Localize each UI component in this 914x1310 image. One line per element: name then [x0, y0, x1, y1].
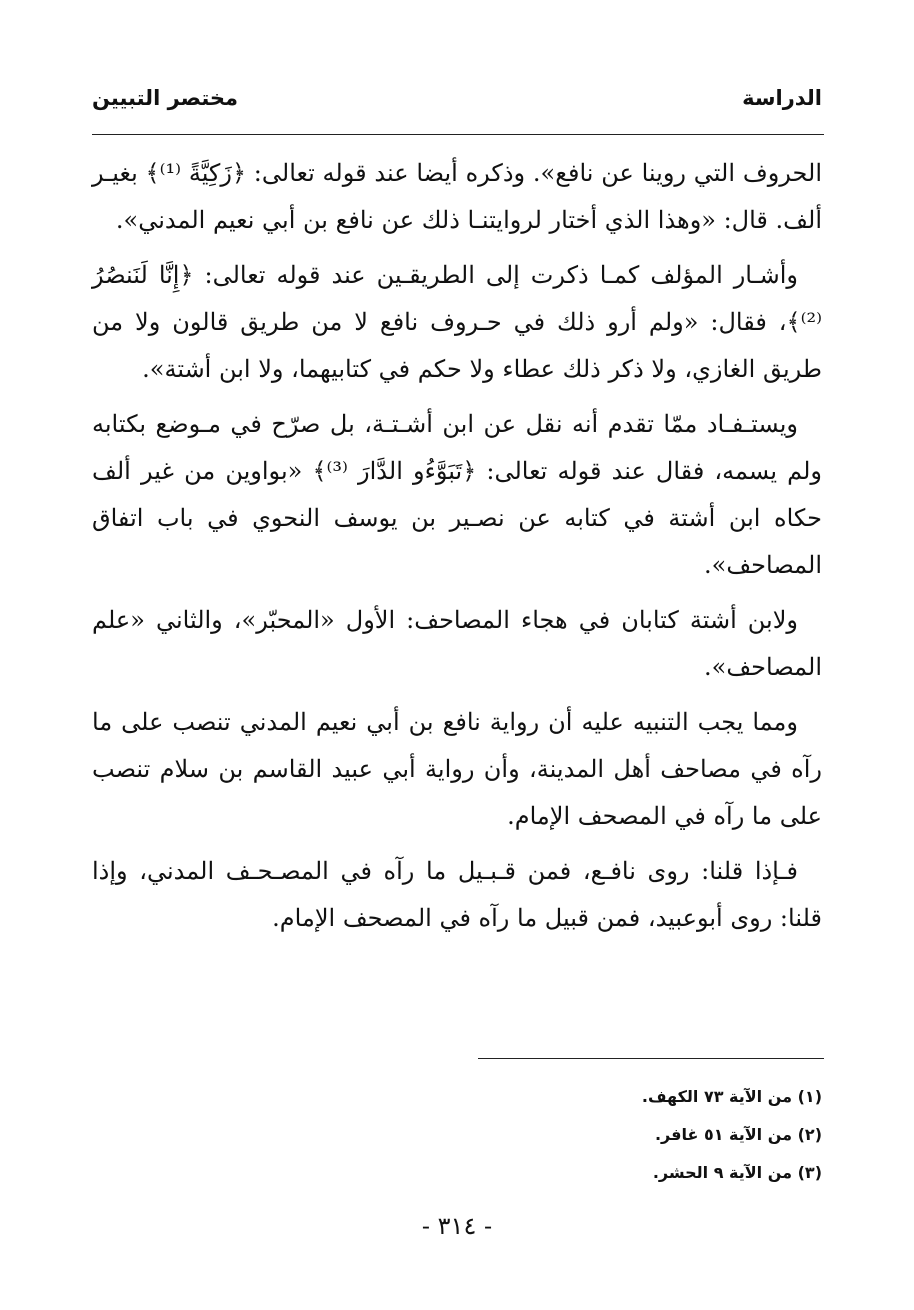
- paragraph: ومما يجب التنبيه عليه أن رواية نافع بن أبي نعيم المدني تنصب على ما رآه في مصاحف أهل المدينة، وأن رواية أبي عبيد القاسم بن سلام تنصب على ما رآه في المصحف الإمام.: [92, 708, 822, 830]
- page-number: - ٣١٤ -: [421, 1212, 493, 1240]
- footnotes: [92, 1078, 822, 1192]
- main-text: [92, 150, 822, 942]
- header-divider: [92, 134, 824, 135]
- paragraph: الحروف التي روينا عن نافع». وذكره أيضا عند قوله تعالى: ﴿زَكِيَّةً ⁽¹⁾﴾ بغيـر ألف. قال: «وهذا الذي أختار لروايتنـا ذلك عن نافع بن أبي نعيم المدني».: [92, 159, 822, 234]
- paragraph: وأشـار المؤلف كمـا ذكرت إلى الطريقـين عند قوله تعالى: ﴿إِنَّا لَنَنصُرُ ⁽²⁾﴾، فقال: «ولم أرو ذلك في حـروف نافع لا من طريق قالون ولا من طريق الغازي، ولا ذكر ذلك عطاء ولا حكم في كتابيهما، ولا ابن أشتة».: [92, 261, 822, 383]
- footnote: (٣) من الآية ٩ الحشر.: [652, 1163, 822, 1182]
- paragraph: فـإذا قلنا: روى نافـع، فمن قـبـيل ما رآه في المصـحـف المدني، وإذا قلنا: روى أبوعبيد، فمن قبيل ما رآه في المصحف الإمام.: [92, 857, 822, 932]
- footnote-divider: [478, 1058, 824, 1059]
- footnote: (١) من الآية ٧٣ الكهف.: [641, 1087, 822, 1106]
- running-header: [92, 86, 822, 120]
- section-title: الدراسة: [742, 86, 822, 110]
- footnote: (٢) من الآية ٥١ غافر.: [654, 1125, 822, 1144]
- paragraph: ويستـفـاد ممّا تقدم أنه نقل عن ابن أشـتـة، بل صرّح في مـوضع بكتابه ولم يسمه، فقال عند قوله تعالى: ﴿تَبَوَّءُو الدَّارَ ⁽³⁾﴾ «بواوين من غير ألف حكاه ابن أشتة في كتابه عن نصـير بن يوسف النحوي في باب اتفاق المصاحف».: [92, 410, 822, 579]
- book-title: مختصر التبيين: [92, 86, 239, 110]
- paragraph: ولابن أشتة كتابان في هجاء المصاحف: الأول «المحبّر»، والثاني «علم المصاحف».: [92, 606, 822, 681]
